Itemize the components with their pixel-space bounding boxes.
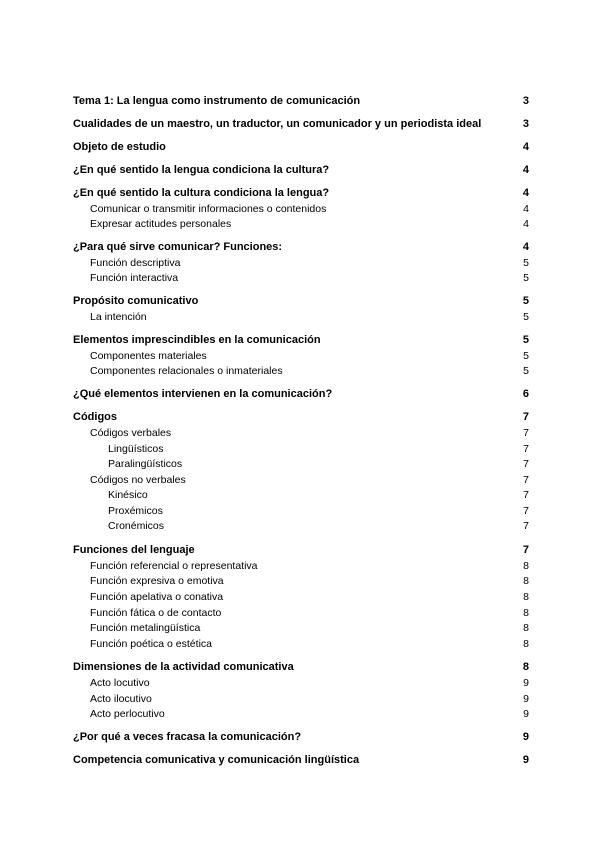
toc-entry[interactable] bbox=[0, 162, 600, 178]
toc-page-number: 4 bbox=[523, 218, 529, 230]
toc-subentry[interactable] bbox=[0, 201, 600, 217]
toc-entry-title: Elementos imprescindibles en la comunicación bbox=[73, 334, 321, 346]
toc-entry-title: Competencia comunicativa y comunicación lingüística bbox=[73, 754, 360, 766]
toc-page-number: 7 bbox=[523, 458, 529, 470]
toc-page-number: 8 bbox=[523, 638, 529, 650]
toc-entry-title: Función fática o de contacto bbox=[90, 607, 222, 619]
toc-entry-title: Códigos bbox=[73, 411, 117, 423]
toc-entry-title: Paralingüísticos bbox=[108, 458, 183, 470]
toc-entry-title: La intención bbox=[90, 311, 147, 323]
toc-subentry[interactable] bbox=[0, 270, 600, 286]
toc-page-number: 4 bbox=[522, 187, 529, 199]
toc-entry-title: Proxémicos bbox=[108, 505, 163, 517]
toc-subentry[interactable] bbox=[0, 348, 600, 364]
toc-page-number: 7 bbox=[523, 427, 529, 439]
toc-page-number: 5 bbox=[522, 334, 529, 346]
toc-subentry[interactable] bbox=[0, 589, 600, 605]
toc-entry-title: Acto perlocutivo bbox=[90, 708, 165, 720]
toc-subentry[interactable] bbox=[0, 309, 600, 325]
toc-subentry[interactable] bbox=[0, 636, 600, 652]
toc-page-number: 9 bbox=[522, 754, 529, 766]
toc-entry-title: Objeto de estudio bbox=[73, 141, 166, 153]
toc-page-number: 4 bbox=[522, 241, 529, 253]
toc-subentry[interactable] bbox=[0, 605, 600, 621]
toc-page-number: 8 bbox=[523, 591, 529, 603]
toc-entry-title: Función metalingüística bbox=[90, 622, 201, 634]
toc-subentry[interactable] bbox=[0, 255, 600, 271]
toc-entry-title: Acto ilocutivo bbox=[90, 693, 152, 705]
toc-page-number: 5 bbox=[523, 272, 529, 284]
toc-entry-title: ¿Por qué a veces fracasa la comunicación? bbox=[73, 731, 302, 743]
toc-entry-title: Componentes materiales bbox=[90, 350, 207, 362]
toc-page-number: 7 bbox=[523, 520, 529, 532]
toc-entry[interactable] bbox=[0, 93, 600, 109]
toc-entry-title: Propósito comunicativo bbox=[73, 295, 199, 307]
toc-page-number: 9 bbox=[523, 693, 529, 705]
toc-page-number: 5 bbox=[522, 295, 529, 307]
toc-subentry[interactable] bbox=[0, 620, 600, 636]
toc-entry-title: Expresar actitudes personales bbox=[90, 218, 232, 230]
toc-page-number: 8 bbox=[523, 575, 529, 587]
toc-entry[interactable] bbox=[0, 729, 600, 745]
toc-page-number: 4 bbox=[522, 141, 529, 153]
toc-entry-title: Comunicar o transmitir informaciones o contenidos bbox=[90, 203, 327, 215]
toc-subentry[interactable] bbox=[0, 472, 600, 488]
toc-page-number: 3 bbox=[522, 95, 529, 107]
toc-entry-title: ¿Para qué sirve comunicar? Funciones: bbox=[73, 241, 283, 253]
toc-entry-title: Dimensiones de la actividad comunicativa bbox=[73, 661, 294, 673]
toc-page-number: 7 bbox=[523, 443, 529, 455]
toc-entry-title: Función referencial o representativa bbox=[90, 560, 258, 572]
toc-entry-title: Función expresiva o emotiva bbox=[90, 575, 224, 587]
toc-entry[interactable] bbox=[0, 116, 600, 132]
toc-subentry[interactable] bbox=[0, 216, 600, 232]
toc-page-number: 5 bbox=[523, 365, 529, 377]
toc-page-number: 8 bbox=[523, 607, 529, 619]
toc-entry-title: Función interactiva bbox=[90, 272, 179, 284]
toc-entry-title: Cronémicos bbox=[108, 520, 165, 532]
toc-entry-title: ¿En qué sentido la cultura condiciona la lengua? bbox=[73, 187, 330, 199]
toc-entry-title: Códigos verbales bbox=[90, 427, 172, 439]
toc-subentry[interactable] bbox=[0, 503, 600, 519]
toc-subentry[interactable] bbox=[0, 573, 600, 589]
toc-entry-title: Función poética o estética bbox=[90, 638, 212, 650]
toc-subentry[interactable] bbox=[0, 441, 600, 457]
toc-page-number: 8 bbox=[523, 622, 529, 634]
toc-subentry[interactable] bbox=[0, 706, 600, 722]
toc-entry-title: Cualidades de un maestro, un traductor, un comunicador y un periodista ideal bbox=[73, 118, 482, 130]
toc-entry-title: Función apelativa o conativa bbox=[90, 591, 224, 603]
toc-page-number: 9 bbox=[523, 708, 529, 720]
toc-subentry[interactable] bbox=[0, 558, 600, 574]
toc-entry-title: Acto locutivo bbox=[90, 677, 150, 689]
toc-entry-title: Funciones del lenguaje bbox=[73, 544, 195, 556]
toc-page-number: 9 bbox=[523, 677, 529, 689]
toc-entry-title: ¿En qué sentido la lengua condiciona la cultura? bbox=[73, 164, 330, 176]
toc-subentry[interactable] bbox=[0, 691, 600, 707]
toc-page-number: 4 bbox=[523, 203, 529, 215]
toc-page-number: 5 bbox=[523, 257, 529, 269]
toc-entry[interactable] bbox=[0, 659, 600, 675]
toc-entry-title: Componentes relacionales o inmateriales bbox=[90, 365, 283, 377]
toc-entry[interactable] bbox=[0, 185, 600, 201]
toc-subentry[interactable] bbox=[0, 518, 600, 534]
toc-page-number: 8 bbox=[522, 661, 529, 673]
toc-page-number: 7 bbox=[522, 411, 529, 423]
toc-subentry[interactable] bbox=[0, 425, 600, 441]
toc-page-number: 8 bbox=[523, 560, 529, 572]
toc-page-number: 3 bbox=[522, 118, 529, 130]
toc-subentry[interactable] bbox=[0, 363, 600, 379]
toc-page-number: 4 bbox=[522, 164, 529, 176]
toc-entry[interactable] bbox=[0, 139, 600, 155]
toc-page-number: 5 bbox=[523, 350, 529, 362]
toc-entry[interactable] bbox=[0, 409, 600, 425]
toc-entry-title: ¿Qué elementos intervienen en la comunicación? bbox=[73, 388, 333, 400]
toc-page-number: 7 bbox=[523, 505, 529, 517]
toc-page-number: 9 bbox=[522, 731, 529, 743]
toc-entry[interactable] bbox=[0, 386, 600, 402]
toc-entry-title: Función descriptiva bbox=[90, 257, 181, 269]
toc-entry[interactable] bbox=[0, 752, 600, 768]
toc-entry-title: Kinésico bbox=[108, 489, 148, 501]
toc-entry-title: Lingüísticos bbox=[108, 443, 164, 455]
toc-entry[interactable] bbox=[0, 293, 600, 309]
toc-subentry[interactable] bbox=[0, 456, 600, 472]
toc-entry[interactable] bbox=[0, 332, 600, 348]
toc-page-number: 7 bbox=[523, 489, 529, 501]
toc-page-number: 6 bbox=[522, 388, 529, 400]
toc-page-number: 5 bbox=[523, 311, 529, 323]
toc-subentry[interactable] bbox=[0, 675, 600, 691]
toc-page-number: 7 bbox=[522, 544, 529, 556]
toc-entry[interactable] bbox=[0, 239, 600, 255]
toc-entry-title: Códigos no verbales bbox=[90, 474, 186, 486]
toc-subentry[interactable] bbox=[0, 487, 600, 503]
toc-entry[interactable] bbox=[0, 542, 600, 558]
toc-entry-title: Tema 1: La lengua como instrumento de comunicación bbox=[73, 95, 361, 107]
toc-page-number: 7 bbox=[523, 474, 529, 486]
